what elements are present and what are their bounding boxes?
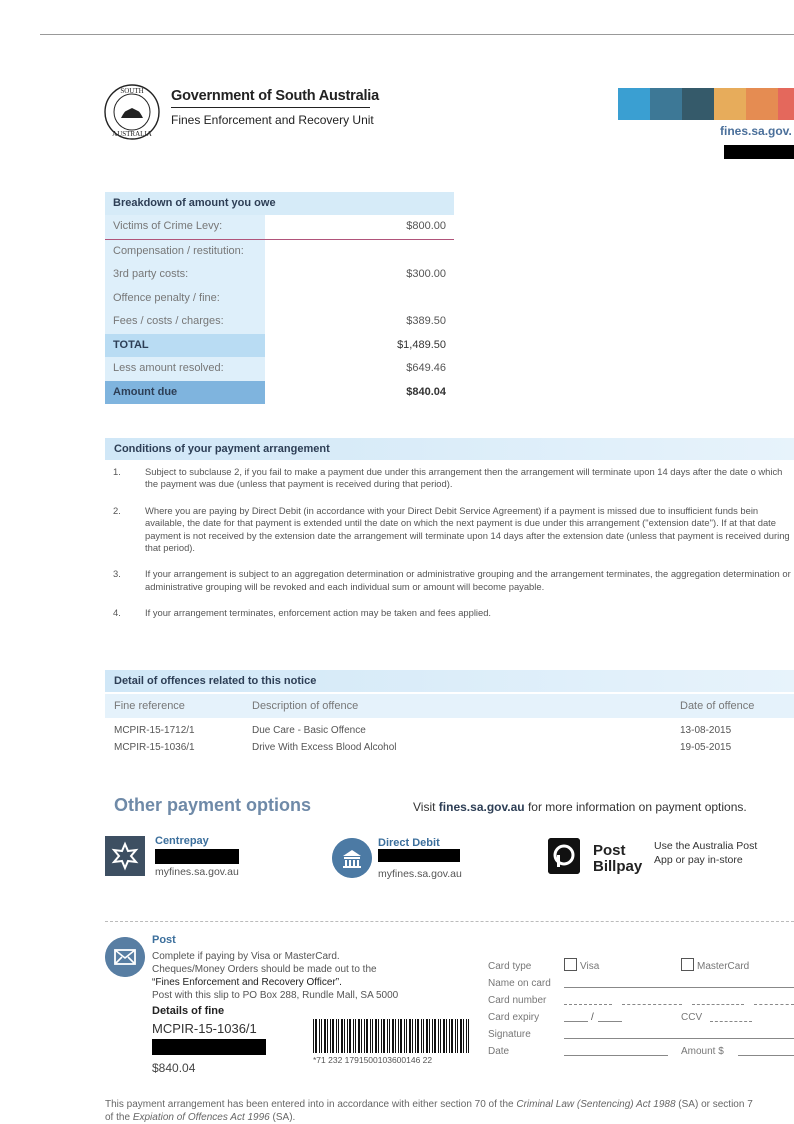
name-on-card-row bbox=[488, 975, 794, 992]
breakdown-row bbox=[105, 263, 454, 287]
conditions-section bbox=[105, 438, 794, 634]
visit-site-link[interactable]: fines.sa.gov.au bbox=[438, 800, 525, 814]
org-unit: Fines Enforcement and Recovery Unit bbox=[171, 113, 374, 127]
column-header: Date of offence bbox=[680, 700, 755, 712]
row-value: $840.04 bbox=[406, 385, 446, 398]
breakdown-row bbox=[105, 287, 454, 311]
conditions-heading: Conditions of your payment arrangement bbox=[105, 438, 794, 460]
date-field[interactable] bbox=[564, 1055, 668, 1056]
card-number-field-1[interactable] bbox=[564, 1004, 612, 1005]
expiry-slash: / bbox=[591, 1012, 594, 1023]
offence-description: Due Care - Basic Offence bbox=[252, 725, 366, 736]
ccv-field[interactable] bbox=[710, 1021, 752, 1022]
row-value: $1,489.50 bbox=[397, 338, 446, 351]
offence-date: 13-08-2015 bbox=[680, 725, 732, 736]
centrepay-icon bbox=[105, 836, 145, 876]
breakdown-row bbox=[105, 215, 454, 240]
post-instructions bbox=[152, 950, 398, 1002]
expiry-year-field[interactable] bbox=[598, 1021, 622, 1022]
row-label: Amount due bbox=[105, 381, 265, 405]
svg-text:SOUTH: SOUTH bbox=[120, 87, 144, 95]
direct-debit-site[interactable]: myfines.sa.gov.au bbox=[378, 868, 462, 880]
org-title-rule bbox=[171, 107, 370, 108]
footer-line-2 bbox=[105, 1111, 794, 1124]
row-label: Victims of Crime Levy: bbox=[105, 215, 265, 239]
row-label: TOTAL bbox=[105, 334, 265, 358]
condition-number: 2. bbox=[113, 504, 121, 516]
footer-text: This payment arrangement has been entered into in accordance with either section 70 of the bbox=[105, 1099, 517, 1110]
card-number-row bbox=[488, 992, 794, 1009]
redacted-box bbox=[378, 849, 460, 862]
post-billpay-line2: Billpay bbox=[593, 858, 643, 875]
signature-field[interactable] bbox=[564, 1038, 794, 1039]
signature-row bbox=[488, 1026, 794, 1043]
payment-options-visit bbox=[413, 800, 747, 814]
signature-label: Signature bbox=[488, 1029, 531, 1040]
condition-text: Where you are paying by Direct Debit (in accordance with your Direct Debit Service Agreement) if a payment is missed due to insufficient funds bein available, the date for that payment is extended until the date on which the next payment is due under this arrangement ("extension date"). If at that date payment is not received by the extension date the arrangement will terminate upon 14 days after the extension date (unless that payment is received during that period). bbox=[145, 504, 790, 554]
breakdown-row bbox=[105, 310, 454, 334]
row-label: Offence penalty / fine: bbox=[105, 287, 265, 311]
condition-text: Subject to subclause 2, if you fail to make a payment due under this arrangement then the arrangement will terminate upon 14 days after the date o which the payment was due (unless that payment is received during that period). bbox=[145, 466, 783, 490]
svg-text:AUSTRALIA: AUSTRALIA bbox=[112, 130, 152, 138]
post-billpay-icon bbox=[548, 838, 580, 874]
footer-text: of the bbox=[105, 1112, 133, 1123]
breakdown-row bbox=[105, 240, 454, 264]
redacted-box bbox=[152, 1039, 266, 1055]
envelope-icon bbox=[105, 937, 145, 977]
offences-header-row bbox=[105, 694, 794, 718]
mastercard-label: MasterCard bbox=[697, 961, 750, 972]
breakdown-total-row bbox=[105, 334, 454, 358]
details-of-fine-label: Details of fine bbox=[152, 1005, 225, 1017]
legal-footer bbox=[105, 1098, 794, 1124]
footer-text: (SA) or section 7 bbox=[675, 1099, 753, 1110]
condition-number: 4. bbox=[113, 607, 121, 619]
table-row bbox=[105, 739, 794, 756]
post-billpay-text bbox=[593, 843, 642, 875]
post-line: Post with this slip to PO Box 288, Rundle Mall, SA 5000 bbox=[152, 990, 399, 1001]
post-billpay-info-line1: Use the Australia Post bbox=[654, 840, 758, 852]
post-line: Complete if paying by Visa or MasterCard. bbox=[152, 951, 340, 962]
breakdown-row bbox=[105, 357, 454, 381]
row-label: Less amount resolved: bbox=[105, 357, 265, 381]
centrepay-label: Centrepay bbox=[155, 835, 209, 847]
details-amount: $840.04 bbox=[152, 1061, 196, 1075]
condition-number: 3. bbox=[113, 568, 121, 580]
condition-item bbox=[105, 568, 794, 593]
visa-option[interactable] bbox=[564, 958, 599, 975]
direct-debit-label: Direct Debit bbox=[378, 837, 440, 849]
row-value: $649.46 bbox=[406, 362, 446, 374]
column-header: Description of offence bbox=[252, 700, 359, 712]
date-label: Date bbox=[488, 1046, 510, 1057]
card-expiry-row bbox=[488, 1009, 794, 1026]
post-line-payee: “Fines Enforcement and Recovery Officer”. bbox=[152, 977, 342, 988]
brand-color-stripes bbox=[618, 88, 794, 120]
fine-reference: MCPIR-15-1036/1 bbox=[114, 742, 195, 753]
footer-line-1 bbox=[105, 1098, 794, 1111]
footer-act-title: Expiation of Offences Act 1996 bbox=[132, 1112, 270, 1123]
card-number-field-3[interactable] bbox=[692, 1004, 744, 1005]
brand-stripe bbox=[650, 88, 682, 120]
card-type-row bbox=[488, 958, 794, 975]
amount-field[interactable] bbox=[738, 1055, 794, 1056]
expiry-month-field[interactable] bbox=[564, 1021, 588, 1022]
condition-number: 1. bbox=[113, 466, 121, 477]
top-rule bbox=[40, 34, 794, 35]
name-on-card-field[interactable] bbox=[564, 987, 794, 988]
bank-icon bbox=[332, 838, 372, 878]
barcode-icon bbox=[313, 1019, 469, 1053]
offence-date: 19-05-2015 bbox=[680, 742, 732, 753]
condition-item bbox=[105, 505, 794, 555]
footer-act-title: Criminal Law (Sentencing) Act 1988 bbox=[516, 1099, 676, 1110]
fine-reference: MCPIR-15-1712/1 bbox=[114, 725, 195, 736]
breakdown-heading: Breakdown of amount you owe bbox=[105, 192, 454, 215]
centrepay-site[interactable]: myfines.sa.gov.au bbox=[155, 866, 239, 878]
amount-label: Amount $ bbox=[681, 1046, 724, 1057]
brand-stripe bbox=[778, 88, 794, 120]
date-row bbox=[488, 1043, 794, 1060]
barcode-number: *71 232 1791500103600146 22 bbox=[313, 1055, 433, 1065]
redacted-box bbox=[724, 145, 794, 159]
visit-prefix: Visit bbox=[413, 800, 439, 814]
row-label: Fees / costs / charges: bbox=[105, 310, 265, 334]
card-type-label: Card type bbox=[488, 961, 532, 972]
tear-off-line bbox=[105, 921, 794, 922]
ccv-label: CCV bbox=[681, 1012, 703, 1023]
footer-text: (SA). bbox=[269, 1112, 296, 1123]
org-title: Government of South Australia bbox=[171, 88, 379, 104]
row-label: 3rd party costs: bbox=[105, 263, 265, 287]
card-expiry-label: Card expiry bbox=[488, 1012, 540, 1023]
brand-stripe bbox=[618, 88, 650, 120]
offence-description: Drive With Excess Blood Alcohol bbox=[252, 742, 397, 753]
header-website: fines.sa.gov. bbox=[720, 124, 792, 138]
card-number-field-4[interactable] bbox=[754, 1004, 794, 1005]
redacted-box bbox=[155, 849, 239, 864]
card-number-label: Card number bbox=[488, 995, 547, 1006]
row-value bbox=[265, 287, 454, 311]
offences-section bbox=[105, 670, 794, 756]
condition-item bbox=[105, 607, 794, 619]
post-billpay-line1: Post bbox=[593, 842, 626, 859]
row-value bbox=[265, 240, 454, 264]
row-value: $389.50 bbox=[406, 315, 446, 327]
post-billpay-info bbox=[654, 839, 757, 867]
name-on-card-label: Name on card bbox=[488, 978, 551, 989]
amount-due-row bbox=[105, 381, 454, 405]
brand-stripe bbox=[682, 88, 714, 120]
payment-options-title: Other payment options bbox=[114, 795, 312, 815]
row-label: Compensation / restitution: bbox=[105, 240, 265, 264]
column-header: Fine reference bbox=[114, 700, 185, 712]
condition-text: If your arrangement is subject to an aggregation determination or administrative grouping and the arrangement terminates, the aggregation determination or administrative grouping will be revoked and each individual sum or amount will become payable. bbox=[145, 568, 791, 592]
visa-label: Visa bbox=[580, 961, 600, 972]
row-value: $800.00 bbox=[406, 220, 446, 232]
row-value: $300.00 bbox=[406, 268, 446, 280]
table-row bbox=[105, 722, 794, 739]
south-australia-crest-icon bbox=[104, 84, 160, 140]
post-billpay-info-line2: App or pay in-store bbox=[654, 854, 743, 866]
visit-suffix: for more information on payment options. bbox=[524, 800, 747, 814]
offences-heading: Detail of offences related to this notice bbox=[105, 670, 794, 692]
details-fine-reference: MCPIR-15-1036/1 bbox=[152, 1021, 257, 1036]
condition-item bbox=[105, 466, 794, 491]
card-number-field-2[interactable] bbox=[622, 1004, 682, 1005]
post-line: Cheques/Money Orders should be made out to the bbox=[152, 964, 377, 975]
card-payment-form bbox=[488, 958, 794, 1060]
visa-checkbox[interactable] bbox=[564, 958, 577, 971]
post-label: Post bbox=[152, 934, 176, 946]
mastercard-option[interactable] bbox=[681, 958, 749, 975]
condition-text: If your arrangement terminates, enforcement action may be taken and fees applied. bbox=[145, 607, 492, 619]
brand-stripe bbox=[746, 88, 778, 120]
brand-stripe bbox=[714, 88, 746, 120]
breakdown-table bbox=[105, 192, 454, 404]
mastercard-checkbox[interactable] bbox=[681, 958, 694, 971]
